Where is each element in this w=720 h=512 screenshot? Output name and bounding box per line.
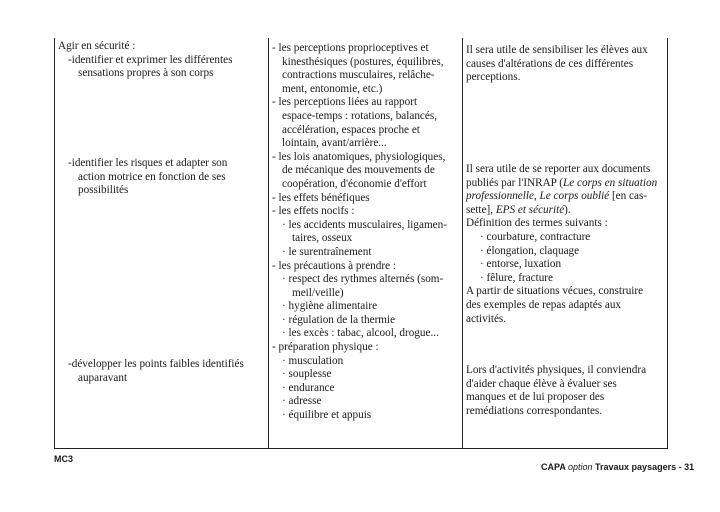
column-divider-2 bbox=[462, 38, 463, 448]
col2-line: · hygiène alimentaire bbox=[282, 300, 378, 313]
col1-item1-line1: -identifier et exprimer les différentes bbox=[68, 53, 233, 66]
text-run: ). bbox=[564, 203, 571, 216]
footer-capa: CAPA bbox=[541, 462, 568, 472]
col3-block3-line: A partir de situations vécues, construire bbox=[466, 285, 644, 298]
col1-objectives bbox=[58, 40, 232, 81]
col3-block4-line: manques et de lui proposer des bbox=[466, 391, 605, 404]
col2-line: - les perceptions proprioceptives et bbox=[272, 42, 429, 54]
col2-line: de mécanique des mouvements de bbox=[282, 164, 435, 177]
doc-title-professionnelle: professionnelle bbox=[466, 190, 534, 203]
col3-block4-line: Lors d'activités physiques, il conviendra bbox=[466, 364, 647, 376]
col3-block3-line: activités. bbox=[466, 312, 507, 325]
text-run: publiés par l'INRAP ( bbox=[466, 176, 563, 189]
col2-line: ment, entonomie, etc.) bbox=[282, 82, 383, 95]
col3-block1-line: Il sera utile de sensibiliser les élèves aux bbox=[466, 44, 648, 56]
col3-term: · fêlure, fracture bbox=[480, 271, 553, 284]
col2-line: · respect des rythmes alternés (som- bbox=[282, 273, 444, 286]
col2-line: - préparation physique : bbox=[272, 341, 379, 354]
col2-line: meil/veille) bbox=[292, 286, 344, 299]
col3-block3-line: des exemples de repas adaptés aux bbox=[466, 298, 622, 311]
table-right-border bbox=[667, 38, 668, 448]
col2-line: contractions musculaires, relâche- bbox=[282, 69, 435, 82]
col3-block1 bbox=[466, 44, 648, 85]
col3-block2-line: Il sera utile de se reporter aux documents bbox=[466, 163, 651, 175]
col2-line: accélération, espaces proche et bbox=[282, 123, 420, 136]
col2-line: coopération, d'économie d'effort bbox=[282, 177, 427, 190]
doc-title-eps-securite: EPS et sécurité bbox=[495, 203, 565, 216]
doc-title-corps-situation: Le corps en situation bbox=[563, 176, 658, 189]
col1-heading: Agir en sécurité : bbox=[58, 40, 136, 52]
col2-line: - les lois anatomiques, physiologiques, bbox=[272, 150, 446, 163]
col3-block2 bbox=[466, 163, 657, 326]
col1-item3 bbox=[68, 358, 244, 385]
col3-term: · élongation, claquage bbox=[480, 244, 580, 257]
col2-line: · le surentraînement bbox=[282, 245, 372, 258]
col2-line: · endurance bbox=[282, 381, 335, 394]
col2-line: · adresse bbox=[282, 395, 322, 408]
footer-code: MC3 bbox=[54, 454, 74, 464]
col2-line: lointain, avant/arrière... bbox=[282, 137, 387, 150]
col1-item3-line1: -développer les points faibles identifiés bbox=[68, 358, 244, 370]
col3-term: · entorse, luxation bbox=[480, 258, 562, 271]
col2-line: - les effets bénéfiques bbox=[272, 191, 370, 204]
col1-item1-line2: sensations propres à son corps bbox=[78, 67, 214, 80]
col3-block1-line: perceptions. bbox=[466, 71, 521, 84]
col2-line: · musculation bbox=[282, 354, 344, 367]
table-left-border bbox=[54, 38, 55, 448]
col3-block2-line bbox=[466, 190, 657, 204]
col2-line: · les accidents musculaires, ligamen- bbox=[282, 218, 447, 231]
col3-block2-line bbox=[466, 204, 657, 218]
col1-item2-line3: possibilités bbox=[78, 184, 129, 197]
doc-title-corps-oublie: Le corps oublié bbox=[539, 190, 610, 203]
column-divider-1 bbox=[268, 38, 269, 448]
col3-block4-line: remédiations correspondantes. bbox=[466, 404, 603, 417]
col2-line: - les perceptions liées au rapport bbox=[272, 96, 418, 109]
col1-item3-line2: auparavant bbox=[78, 371, 128, 384]
text-run: , bbox=[533, 190, 540, 203]
col2-line: · régulation de la thermie bbox=[282, 313, 396, 326]
col2-line: - les précautions à prendre : bbox=[272, 259, 396, 272]
col3-definitions-heading: Définition des termes suivants : bbox=[466, 217, 608, 230]
col1-item2-line2: action motrice en fonction de ses bbox=[78, 170, 226, 183]
col3-block2-line bbox=[466, 177, 657, 191]
col3-block1-line: causes d'altérations de ces différentes bbox=[466, 57, 634, 70]
footer-page-number: Travaux paysagers - 31 bbox=[592, 462, 695, 472]
col2-line: taires, osseux bbox=[292, 232, 353, 245]
footer-page-label bbox=[541, 462, 694, 472]
col3-block4-line: d'aider chaque élève à évaluer ses bbox=[466, 377, 617, 390]
col2-line: - les effets nocifs : bbox=[272, 205, 355, 218]
col1-item2 bbox=[68, 157, 227, 198]
col2-line: espace-temps : rotations, balancés, bbox=[282, 109, 438, 122]
col3-term: · courbature, contracture bbox=[480, 230, 591, 243]
footer-option: option bbox=[568, 462, 593, 472]
col2-line: · souplesse bbox=[282, 368, 332, 381]
col2-line: · les excès : tabac, alcool, drogue... bbox=[282, 327, 439, 340]
col2-contents bbox=[272, 42, 447, 423]
col1-item2-line1: -identifier les risques et adapter son bbox=[68, 157, 228, 169]
table-bottom-border bbox=[54, 448, 668, 449]
col2-line: kinesthésiques (postures, équilibres, bbox=[282, 55, 444, 68]
col3-block4 bbox=[466, 364, 646, 418]
text-run: [en cas- bbox=[609, 190, 648, 203]
col2-line: · équilibre et appuis bbox=[282, 409, 372, 422]
text-run: sette], bbox=[466, 203, 496, 216]
